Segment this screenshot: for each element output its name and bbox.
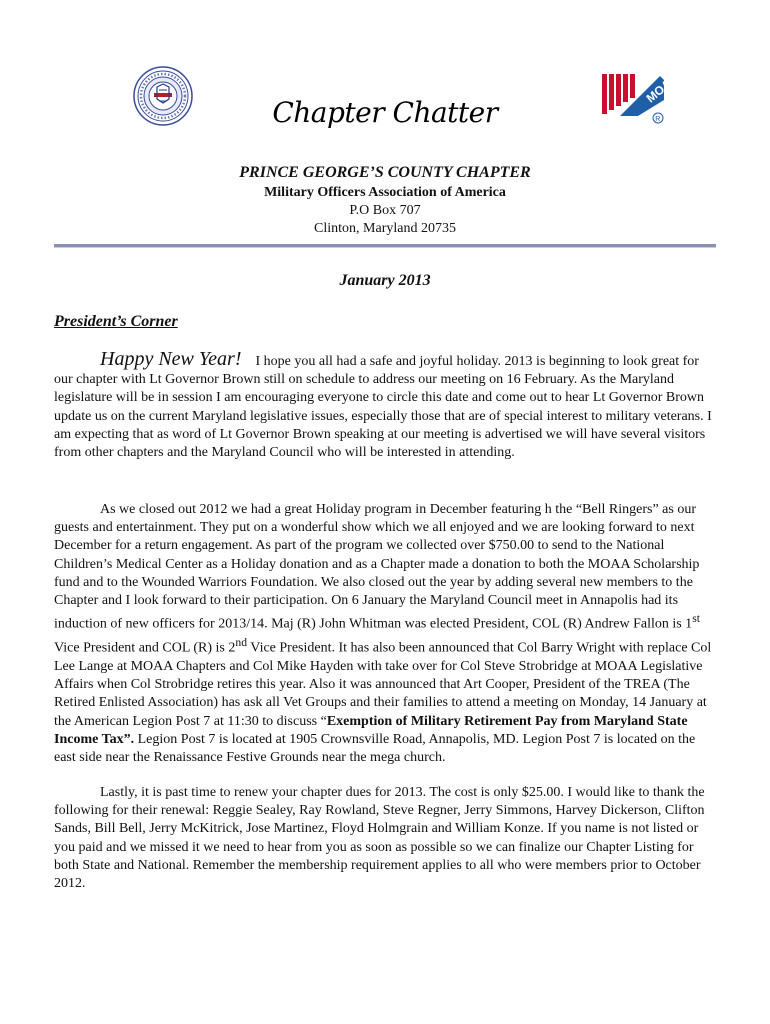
header-divider (54, 244, 716, 248)
po-box: P.O Box 707 (349, 203, 421, 218)
newsletter-title: Chapter Chatter (272, 96, 498, 129)
paragraph-1-text: I hope you all had a safe and joyful holiday. 2013 is beginning to look great for our chapter with Lt Governor Brown still on schedule to address our meeting on 16 February. As the Maryland legislature will be in session I am encouraging everyone to circle this date and come out to hear Lt Governor Brown update us on the current Maryland legislative issues, especially those that are of special interest to military veterans. I am expecting that as word of Lt Governor Brown speaking at our meeting is advertised we will have several visitors from other chapters and the Maryland Council who will be interested in attending. (54, 354, 712, 461)
paragraph-3: Lastly, it is past time to renew your chapter dues for 2013. The cost is only $25.00. I would like to thank the following for their renewal: Reggie Sealey, Ray Rowland, Steve Regner, Jerry Simmons, Harvey Dickerson, Clifton Sands, Bill Bell, Jerry McKitrick, Jose Martinez, Floyd Holmgrain and William Konze. If you name is not listed or you paid and we missed it we need to hear from you as soon as possible so we can finalize our Chapter Listing for both State and National. Remember the membership requirement applies to all who were members prior to October 2012. (54, 785, 705, 892)
paragraph-2-text-c: Vice President. It has also been announced that Col Barry Wright with replace Col Lee Lange at MOAA Chapters and Col Mike Hayden with take over for Col Steve Strobridge at MOAA Legislative Affairs when Col Strobridge retires this year. Also it was announced that Art Cooper, President of the TREA (The Retired Enlisted Association) has ask all Vet Groups and their families to attend a meeting on Monday, 14 January at the American Legion Post 7 at 11:30 to discuss “ (54, 640, 712, 729)
association-name: Military Officers Association of America (264, 185, 506, 200)
happy-new-year-heading: Happy New Year! (100, 348, 242, 370)
paragraph-1 (54, 350, 716, 462)
paragraph-2-text-d: Legion Post 7 is located at 1905 Crownsville Road, Annapolis, MD. Legion Post 7 is located on the east side near the Renaissance Festive Grounds near the mega church. (54, 731, 696, 765)
paragraph-2-text-b: Vice President and COL (R) is 2 (54, 640, 236, 656)
issue-date: January 2013 (339, 272, 431, 289)
svg-text:MOAA: MOAA (643, 71, 681, 106)
paragraph-2 (54, 501, 716, 767)
city-state: Clinton, Maryland 20735 (314, 221, 456, 236)
paragraph-2-text-a: As we closed out 2012 we had a great Holiday program in December featuring h the “Bell Ringers” as our guests and entertainment. They put on a wonderful show which we all enjoyed and we are looking forward to next December for a return engagement. As part of the program we collected over $750.00 to send to the National Children’s Medical Center as a Holiday donation and as a Chapter made a donation to both the MOAA Scholarship fund and to the Wounded Warriors Foundation. We also closed out the year by adding several new members to the Chapter and I look forward to their participation. On 6 January the Maryland Council meet in Annapolis had its induction of new officers for 2013/14. Maj (R) John Whitman was elected President, COL (R) Andrew Fallon is 1 (54, 502, 700, 632)
superscript-st: st (692, 612, 700, 626)
chapter-name: PRINCE GEORGE’S COUNTY CHAPTER (239, 164, 531, 181)
svg-text:R: R (655, 116, 661, 123)
superscript-nd: nd (235, 636, 248, 650)
tax-exemption-topic: Exemption of Military Retirement Pay from Maryland State Income Tax”. (54, 713, 688, 747)
section-title: President’s Corner (54, 313, 178, 330)
